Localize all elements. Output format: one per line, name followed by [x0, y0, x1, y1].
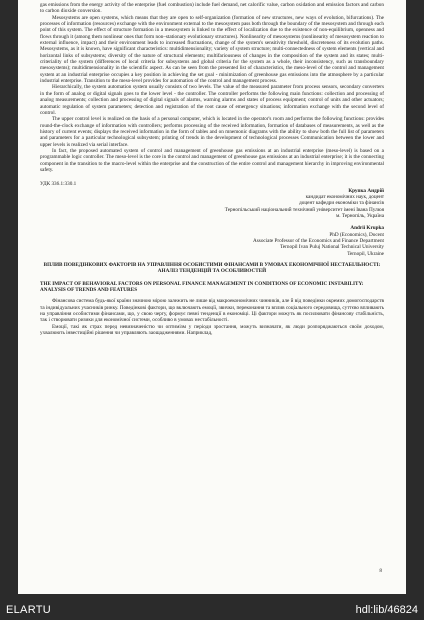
body-paragraph: gas emissions from the energy activity of the enterprise (fuel combustion) include fuel demand, net calorific value, carbon oxidation and emission factors and carbon to carbon dioxide conversion.	[40, 2, 384, 15]
article-title-uk: ВПЛИВ ПОВЕДІНКОВИХ ФАКТОРІВ НА УПРАВЛІННЯ ОСОБИСТИМИ ФІНАНСАМИ В УМОВАХ ЕКОНОМІЧНОЇ НЕСТАБІЛЬНОСТІ: АНАЛІЗ ТЕНДЕНЦІЙ ТА ОСОБЛИВОСТЕЙ	[43, 262, 381, 275]
udc-code: УДК 336.1:330.1	[40, 181, 77, 188]
author-name-uk: Крупка Андрій	[348, 187, 384, 194]
author-university-uk: Тернопільський національний технічний університет імені Івана Пулюя	[224, 206, 384, 213]
document-page	[18, 0, 406, 594]
author-block-en	[40, 225, 384, 257]
page-number: 8	[379, 568, 382, 574]
author-position-en: Associate Professor of the Economics and Finance Department	[253, 238, 384, 245]
page-content	[40, 2, 384, 588]
author-position-uk: доцент кафедри економіки та фінансів	[299, 200, 384, 207]
author-university-en: Ternopil Ivan Puluj National Technical University	[280, 244, 384, 251]
author-degree-en: PhD (Economics), Docent	[329, 231, 384, 238]
body-paragraph: Hierarchically, the system automation system usually consists of two levels. The value of the measured parameter from process sensors, secondary converters in the form of analog or digital signals goes to the lower level - the controller. The controller performs the following main functions: collection and processing of analog measurements; collection and processing of digital signals of alarms, warning alarms and states of process equipment; control of units and other actuators; automatic regulation of system parameters; detection and registration of the root cause of emergency situations; information exchange with the second level of control.	[40, 84, 384, 116]
body-paragraph: The upper control level is realized on the basis of a personal computer, which is located in the operator's room and performs the following functions: provides round-the-clock exchange of information with controllers; performs processing of the received information, formation of databases of measurements, as well as the history of current events; displays the received information in the form of tables and on mnemonic diagrams with the ability to show both the full list of parameters and parameters for a particular technological subsystem; printing of trends in the development of technological processes Communication between the lower and upper levels is realized via serial interface.	[40, 116, 384, 148]
handle-identifier: hdl:lib/46824	[355, 604, 418, 616]
body-paragraph: Mesosystems are open systems, which means that they are open to self-organization (formation of new structures, new ways of evolution, bifurcations). The processes of information (resources) exchange with the environment external to the mesosystem pass both through the boundary of the mesosystem and through each point of this system. The effect of structure formation in a mesosystem is linked to the effect of localization due to the existence of non-equilibrium, openness and flows through it (among them nonlinear ones that form non–stationary evolutionary structures). Nonlinearity of mesosystems (nonlinearity of mesosystem reaction to external influence, impact) and their environment leads to increased fluctuations, change of the system's sensitivity threshold, discreteness of its evolution paths. Mesosystems, as it is known, have significant characteristics: multidimensionality; variety of system structure; multi-connectedness of system elements (vertical and horizontal links of subsystems; diversity of the nature of structural elements; multifariousness of changes in the composition of the system and its states; multi-criteriality of the system (differences of local criteria for subsystems and global criteria for the system as a whole, their inconsistency, such as transboundary mesosystems); multidimensionality in the scientific aspect. As can be seen from the presented list of characteristics, the meso-level of the control and management system at an industrial enterprise occupies a key position in achieving the set goal - minimization of greenhouse gas emissions into the atmosphere by a particular industrial enterprise. Transition to the meso-level provides for automation of the control and management process.	[40, 14, 384, 85]
body-paragraph-uk: Фінансова система будь-якої країни значною мірою залежить не лише від макроекономічних чинників, але й від поведінки окремих домогосподарств та індивідуальних учасників ринку. Поведінкові фактори, що включають емоції, звички, переконання та вплив соціального середовища, суттєво впливають на управління особистими фінансами, що, у свою чергу, формує певні тенденції в економіці. Ці фактори можуть як посилювати фінансову стабільність, так і створювати ризики для економічної системи, особливо в умовах нестабільності.	[40, 298, 384, 324]
author-name-en: Andrii Krupka	[350, 225, 384, 232]
author-city-uk: м. Тернопіль, Україна	[335, 213, 384, 219]
author-block-uk	[40, 188, 384, 220]
repository-label: ELARTU	[6, 604, 51, 616]
author-degree-uk: кандидат економічних наук, доцент	[305, 193, 384, 200]
article-title-en: THE IMPACT OF BEHAVIORAL FACTORS ON PERSONAL FINANCE MANAGEMENT IN CONDITIONS OF ECONOMIC INSTABILITY: ANALYSIS OF TRENDS AND FEATURES	[40, 280, 364, 294]
body-paragraph-uk: Емоції, такі як страх перед невизначеністю чи оптимізм у періоди зростання, можуть визначати, як люди розпоряджаються своїм доходом, ухвалюють інвестиційні рішення чи управляють заощадженнями. Наприклад,	[40, 323, 384, 337]
body-paragraph: In fact, the proposed automated system of control and management of greenhouse gas emissions at an industrial enterprise (meso-level) is based on a programmable logic controller. The meso-level is the core in the control and management of greenhouse gas emissions at an industrial enterprise; it is the connecting component in the transition to the macro-level within the enterprise and the construction of the entire control and management hierarchy in improving environmental safety.	[40, 147, 384, 173]
author-city-en: Ternopil, Ukraine	[347, 250, 384, 257]
